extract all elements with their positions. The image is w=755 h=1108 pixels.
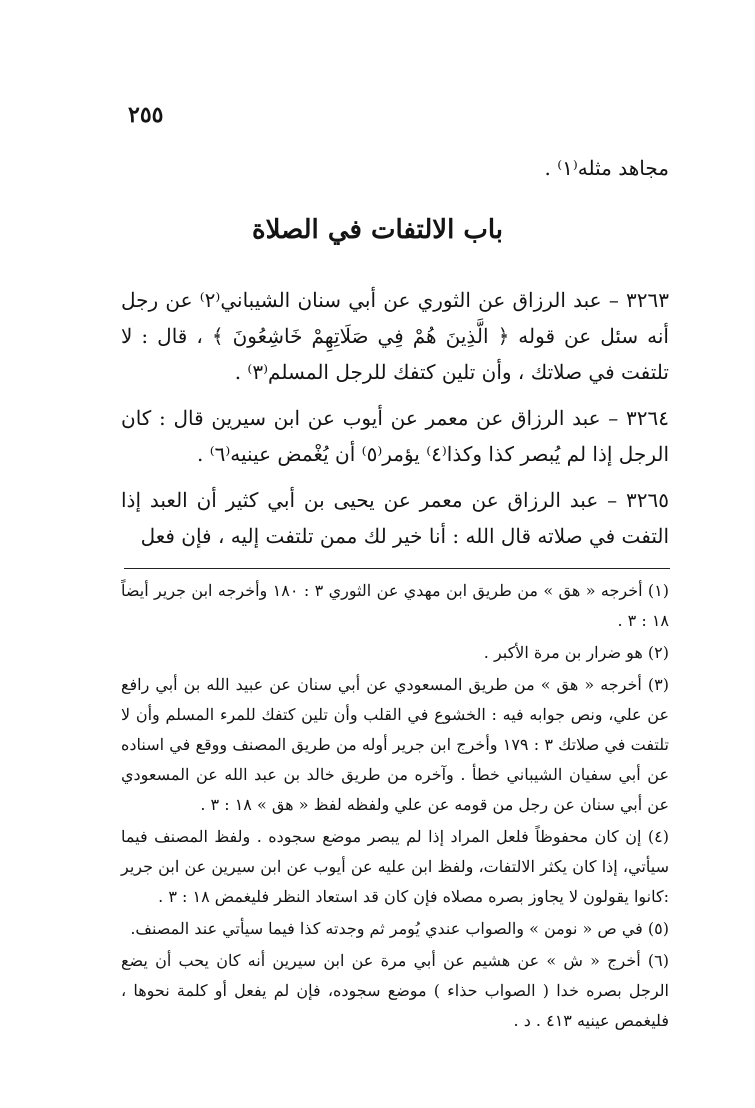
page-number: ٢٥٥ xyxy=(128,102,164,128)
footnote-1: (١) أخرجه « هق » من طريق ابن مهدي عن الثوري ٣ : ١٨٠ وأخرجه ابن جرير أيضاً ١٨ : ٣ . xyxy=(121,581,670,630)
footnote-6: (٦) أخرج « ش » عن هشيم عن أبي مرة عن ابن سيرين أنه كان يحب أن يضع الرجل بصره خدا ( الصواب حذاء ) موضع سجوده، فإن لم يفعل أو كلمة نحوها ، فليغمص عينيه ٤١٣ . د . xyxy=(121,951,669,1030)
footnotes xyxy=(121,576,669,1038)
footnote-4: (٤) إن كان محفوظاً فلعل المراد إذا لم يبصر موضع سجوده . ولفظ المصنف فيما سيأتي، إذا كان يكثر الالتفات، ولفظ ابن عليه عن أيوب عن ابن سيرين عن ابن جرير :كانوا يقولون لا يجاوز بصره مصلاه فإن كان قد استعاد النظر فليغمض ١٨ : ٣ . xyxy=(121,827,669,906)
footnote-2: (٢) هو ضرار بن مرة الأكبر . xyxy=(483,643,669,662)
footnote-3: (٣) أخرجه « هق » من طريق المسعودي عن أبي سنان عن عبيد الله بن أبي رافع عن علي، ونص جوابه فيه : الخشوع في القلب وأن تلين كتفك للمرء المسلم وأن لا تلتفت في صلاتك ٣ : ١٧٩ وأخرج ابن جرير أوله من طريق المصنف ووقع في اسناده عن أبي سفيان الشيباني خطأ . وآخره من طريق خالد بن عبد الله عن المسعودي عن أبي سنان عن رجل من قومه عن علي ولفظه لفظ « هق » ١٨ : ٣ . xyxy=(121,675,670,814)
hadith-3263: ٣٢٦٣ – عبد الرزاق عن الثوري عن أبي سنان الشيباني⁽٢⁾ عن رجل أنه سئل عن قوله ﴿ الَّذِينَ هُمْ فِي صَلَاتِهِمْ خَاشِعُونَ ﴾ ، قال : لا تلتفت في صلاتك ، وأن تلين كتفك للرجل المسلم⁽٣⁾ . xyxy=(121,288,670,384)
carryover-text: مجاهد مثله⁽١⁾ . xyxy=(544,156,669,180)
footnote-5: (٥) في ص « نومن » والصواب عندي يُومر ثم وجدته كذا فيما سيأتي عند المصنف. xyxy=(130,919,669,938)
footnote-divider xyxy=(124,568,670,569)
chapter-heading: باب الالتفات في الصلاة xyxy=(251,215,504,245)
hadith-3265: ٣٢٦٥ – عبد الرزاق عن معمر عن يحيى بن أبي كثير أن العبد إذا التفت في صلاته قال الله : أنا خير لك ممن تلتفت إليه ، فإن فعل xyxy=(121,488,669,548)
hadith-3264: ٣٢٦٤ – عبد الرزاق عن معمر عن أيوب عن ابن سيرين قال : كان الرجل إذا لم يُبصر كذا وكذا⁽٤⁾ يؤمر⁽٥⁾ أن يُغْمض عينيه⁽٦⁾ . xyxy=(121,406,669,466)
